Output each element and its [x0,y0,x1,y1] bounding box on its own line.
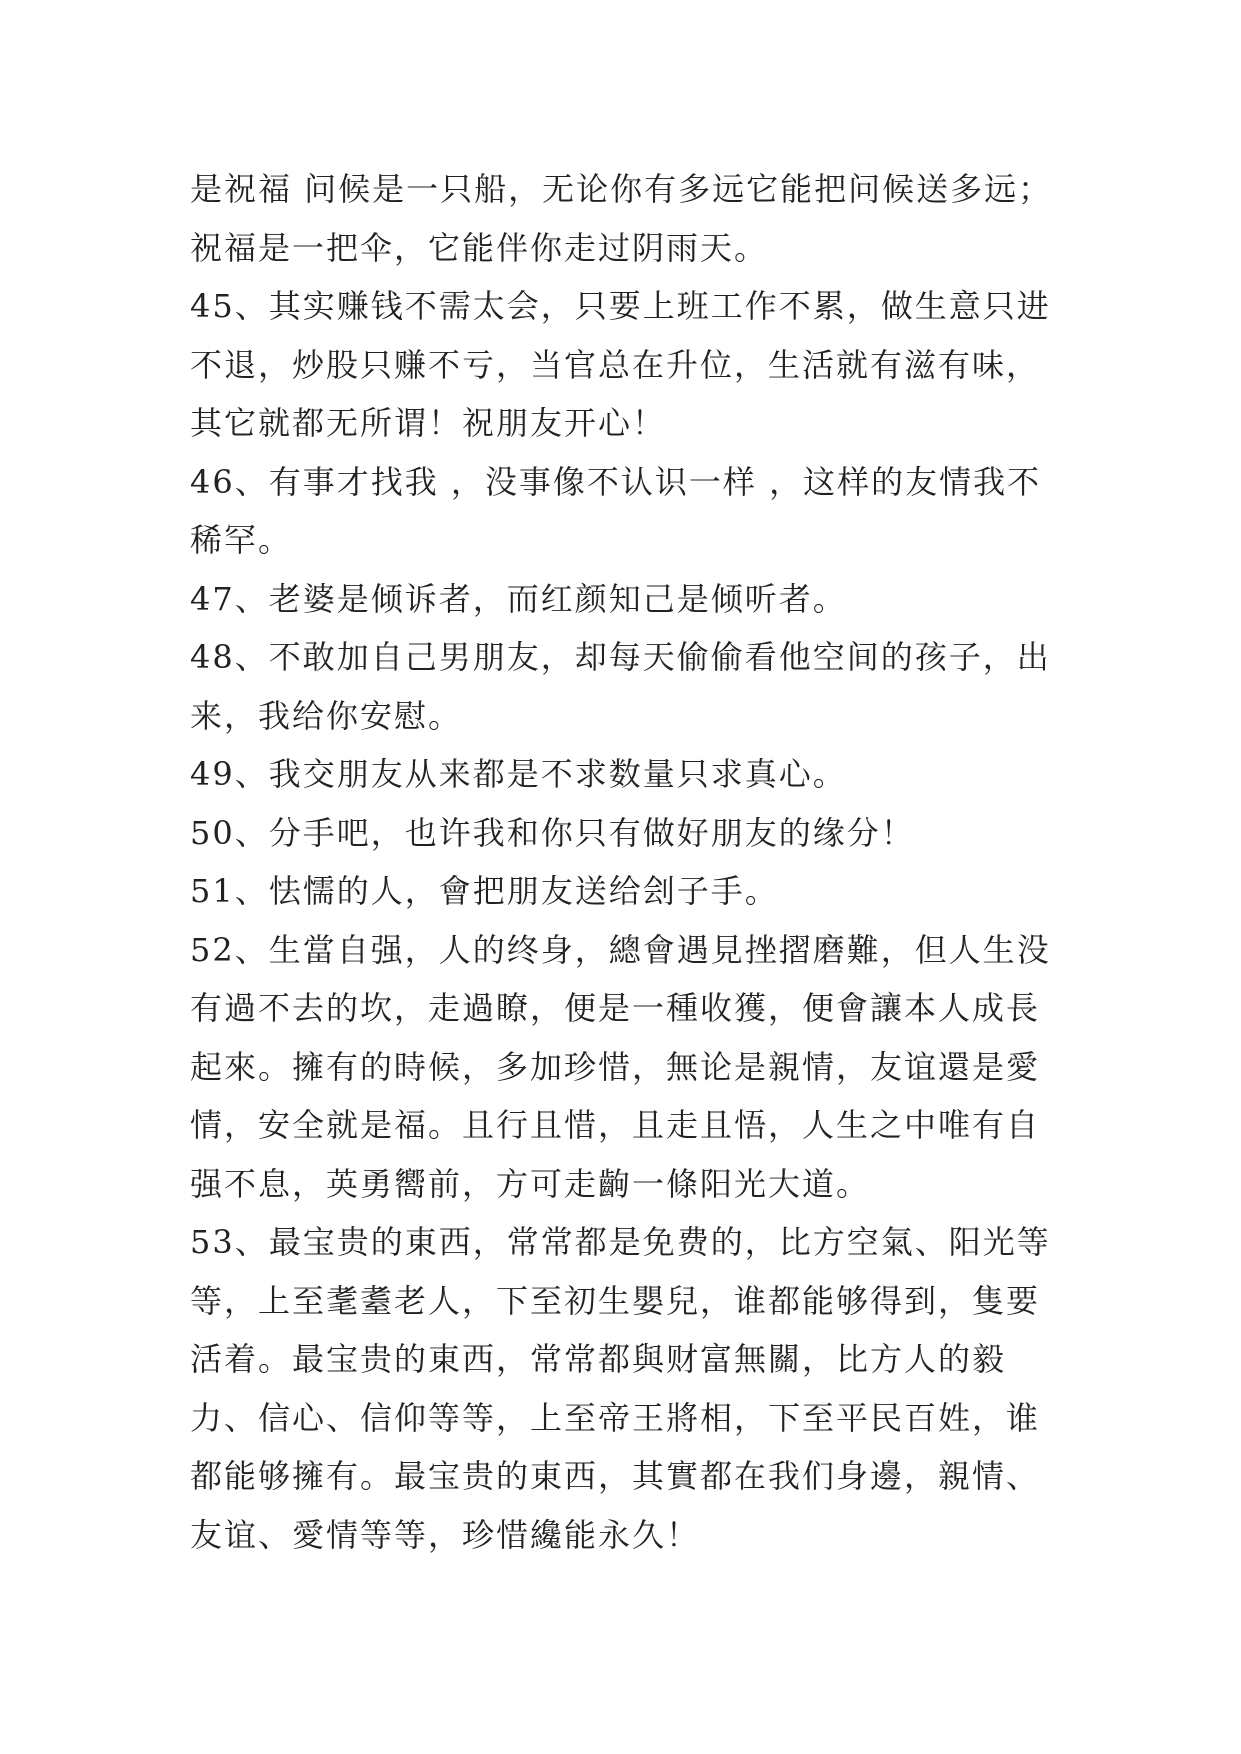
paragraph-53: 53、最宝贵的東西，常常都是免费的，比方空氣、阳光等等，上至耄耋老人，下至初生嬰兒，谁都能够得到，隻要活着。最宝贵的東西，常常都與财富無關，比方人的毅力、信心、信仰等等，上至帝王將相，下至平民百姓，谁都能够擁有。最宝贵的東西，其實都在我们身邊，親情、友谊、愛情等等，珍惜纔能永久！ [190,1223,1051,1554]
paragraph-49: 49、我交朋友从来都是不求数量只求真心。 [190,755,847,793]
paragraph-50: 50、分手吧，也许我和你只有做好朋友的缘分！ [190,813,915,852]
document-body [190,160,1070,1564]
paragraph-47: 47、老婆是倾诉者，而红颜知己是倾听者。 [190,579,847,618]
paragraph-46: 46、有事才找我 ，没事像不认识一样 ，这样的友情我不稀罕。 [190,462,1042,559]
paragraph-48: 48、不敢加自己男朋友，却每天偷偷看他空间的孩子，出来，我给你安慰。 [190,638,1051,735]
paragraph-51: 51、怯懦的人，會把朋友送给刽子手。 [190,872,779,910]
paragraph-greeting: 是祝福 问候是一只船，无论你有多远它能把问候送多远；祝福是一把伞，它能伴你走过阴雨天。 [190,170,1053,267]
paragraph-45: 45、其实赚钱不需太会，只要上班工作不累，做生意只进不退，炒股只赚不亏，当官总在升位，生活就有滋有味，其它就都无所谓！祝朋友开心！ [190,287,1051,442]
paragraph-52: 52、生當自强，人的终身，總會遇見挫摺磨難，但人生没有過不去的坎，走過瞭，便是一種收獲，便會讓本人成長起來。擁有的時候，多加珍惜，無论是親情，友谊還是愛情，安全就是福。且行且惜，且走且悟，人生之中唯有自强不息，英勇嚮前，方可走齣一條阳光大道。 [190,930,1051,1203]
